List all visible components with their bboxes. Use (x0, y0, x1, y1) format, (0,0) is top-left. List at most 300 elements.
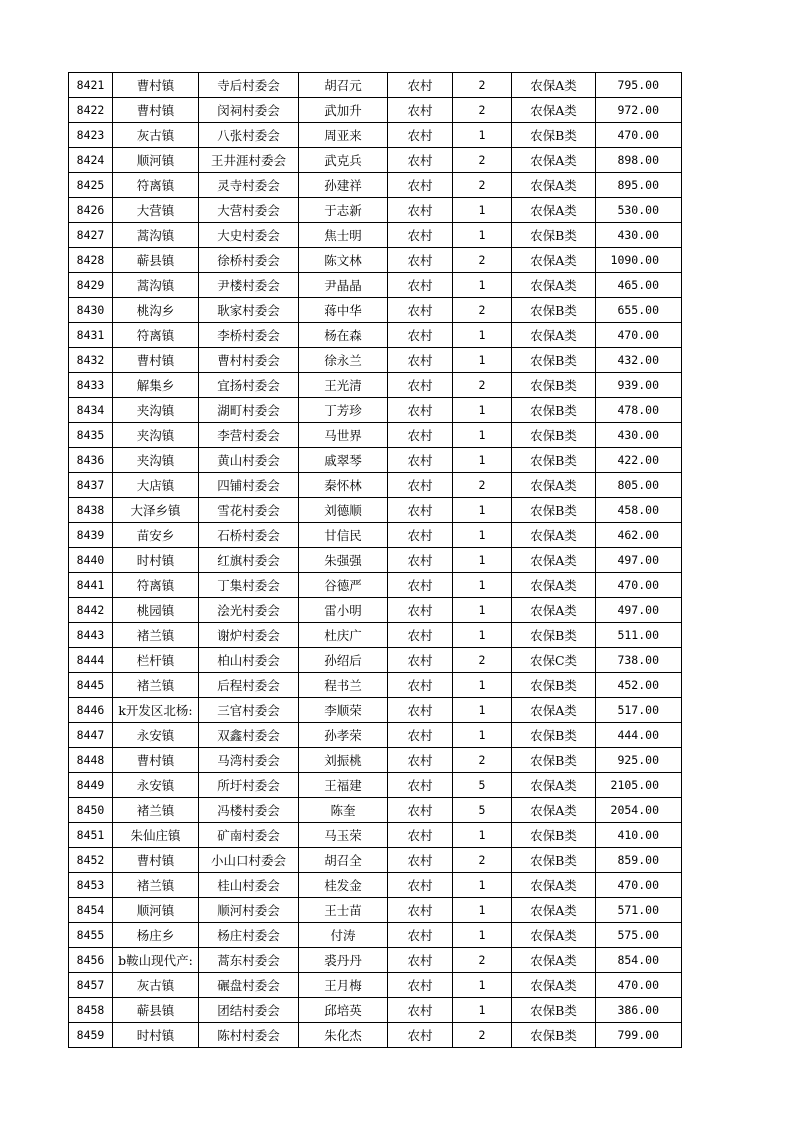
area-type-cell: 农村 (388, 998, 453, 1023)
table-row (69, 1023, 682, 1048)
household-count-cell: 1 (453, 323, 512, 348)
insurance-category-cell: 农保A类 (512, 98, 596, 123)
insurance-category-cell: 农保A类 (512, 573, 596, 598)
household-count-cell: 1 (453, 523, 512, 548)
town-cell: 符离镇 (113, 573, 199, 598)
household-count-cell: 1 (453, 973, 512, 998)
table-row (69, 348, 682, 373)
insurance-category-cell: 农保A类 (512, 73, 596, 98)
insurance-category-cell: 农保B类 (512, 373, 596, 398)
table-row (69, 298, 682, 323)
table-row (69, 823, 682, 848)
person-name-cell: 杜庆广 (299, 623, 388, 648)
table-row (69, 773, 682, 798)
record-id-cell: 8450 (69, 798, 113, 823)
amount-cell: 2105.00 (596, 773, 682, 798)
person-name-cell: 甘信民 (299, 523, 388, 548)
person-name-cell: 刘振桃 (299, 748, 388, 773)
insurance-category-cell: 农保B类 (512, 623, 596, 648)
amount-cell: 511.00 (596, 623, 682, 648)
area-type-cell: 农村 (388, 873, 453, 898)
household-count-cell: 1 (453, 348, 512, 373)
record-id-cell: 8436 (69, 448, 113, 473)
area-type-cell: 农村 (388, 423, 453, 448)
records-table (68, 72, 682, 1048)
record-id-cell: 8445 (69, 673, 113, 698)
person-name-cell: 付涛 (299, 923, 388, 948)
town-cell: 褚兰镇 (113, 873, 199, 898)
area-type-cell: 农村 (388, 598, 453, 623)
amount-cell: 497.00 (596, 598, 682, 623)
village-committee-cell: 耿家村委会 (199, 298, 299, 323)
person-name-cell: 马世界 (299, 423, 388, 448)
village-committee-cell: 小山口村委会 (199, 848, 299, 873)
area-type-cell: 农村 (388, 248, 453, 273)
area-type-cell: 农村 (388, 773, 453, 798)
household-count-cell: 1 (453, 873, 512, 898)
area-type-cell: 农村 (388, 748, 453, 773)
village-committee-cell: 灵寺村委会 (199, 173, 299, 198)
insurance-category-cell: 农保B类 (512, 748, 596, 773)
household-count-cell: 2 (453, 98, 512, 123)
area-type-cell: 农村 (388, 723, 453, 748)
amount-cell: 470.00 (596, 123, 682, 148)
table-row (69, 698, 682, 723)
household-count-cell: 2 (453, 473, 512, 498)
table-row (69, 373, 682, 398)
person-name-cell: 邱培英 (299, 998, 388, 1023)
town-cell: 曹村镇 (113, 348, 199, 373)
record-id-cell: 8431 (69, 323, 113, 348)
table-row (69, 973, 682, 998)
village-committee-cell: 马湾村委会 (199, 748, 299, 773)
insurance-category-cell: 农保A类 (512, 523, 596, 548)
household-count-cell: 5 (453, 773, 512, 798)
area-type-cell: 农村 (388, 348, 453, 373)
amount-cell: 444.00 (596, 723, 682, 748)
record-id-cell: 8426 (69, 198, 113, 223)
insurance-category-cell: 农保B类 (512, 1023, 596, 1048)
table-row (69, 573, 682, 598)
household-count-cell: 1 (453, 698, 512, 723)
insurance-category-cell: 农保B类 (512, 498, 596, 523)
record-id-cell: 8442 (69, 598, 113, 623)
amount-cell: 939.00 (596, 373, 682, 398)
insurance-category-cell: 农保A类 (512, 323, 596, 348)
amount-cell: 530.00 (596, 198, 682, 223)
village-committee-cell: 红旗村委会 (199, 548, 299, 573)
record-id-cell: 8454 (69, 898, 113, 923)
table-row (69, 923, 682, 948)
area-type-cell: 农村 (388, 823, 453, 848)
area-type-cell: 农村 (388, 898, 453, 923)
insurance-category-cell: 农保A类 (512, 273, 596, 298)
person-name-cell: 秦怀林 (299, 473, 388, 498)
village-committee-cell: 顺河村委会 (199, 898, 299, 923)
village-committee-cell: 徐桥村委会 (199, 248, 299, 273)
household-count-cell: 2 (453, 73, 512, 98)
town-cell: 杨庄乡 (113, 923, 199, 948)
record-id-cell: 8432 (69, 348, 113, 373)
person-name-cell: 孙建祥 (299, 173, 388, 198)
table-row (69, 598, 682, 623)
area-type-cell: 农村 (388, 223, 453, 248)
area-type-cell: 农村 (388, 73, 453, 98)
record-id-cell: 8423 (69, 123, 113, 148)
town-cell: 永安镇 (113, 723, 199, 748)
person-name-cell: 焦士明 (299, 223, 388, 248)
village-committee-cell: 陈村村委会 (199, 1023, 299, 1048)
town-cell: 蒿沟镇 (113, 273, 199, 298)
household-count-cell: 1 (453, 998, 512, 1023)
village-committee-cell: 矿南村委会 (199, 823, 299, 848)
person-name-cell: 戚翠琴 (299, 448, 388, 473)
record-id-cell: 8422 (69, 98, 113, 123)
record-id-cell: 8443 (69, 623, 113, 648)
village-committee-cell: 黄山村委会 (199, 448, 299, 473)
area-type-cell: 农村 (388, 673, 453, 698)
village-committee-cell: 湖町村委会 (199, 398, 299, 423)
person-name-cell: 朱化杰 (299, 1023, 388, 1048)
area-type-cell: 农村 (388, 948, 453, 973)
household-count-cell: 1 (453, 573, 512, 598)
person-name-cell: 孙绍后 (299, 648, 388, 673)
amount-cell: 517.00 (596, 698, 682, 723)
town-cell: 苗安乡 (113, 523, 199, 548)
household-count-cell: 1 (453, 598, 512, 623)
town-cell: 顺河镇 (113, 898, 199, 923)
person-name-cell: 徐永兰 (299, 348, 388, 373)
town-cell: 朱仙庄镇 (113, 823, 199, 848)
town-cell: 符离镇 (113, 323, 199, 348)
area-type-cell: 农村 (388, 173, 453, 198)
amount-cell: 386.00 (596, 998, 682, 1023)
person-name-cell: 武克兵 (299, 148, 388, 173)
person-name-cell: 陈奎 (299, 798, 388, 823)
amount-cell: 2054.00 (596, 798, 682, 823)
record-id-cell: 8444 (69, 648, 113, 673)
insurance-category-cell: 农保A类 (512, 773, 596, 798)
person-name-cell: 李顺荣 (299, 698, 388, 723)
amount-cell: 972.00 (596, 98, 682, 123)
person-name-cell: 朱强强 (299, 548, 388, 573)
amount-cell: 497.00 (596, 548, 682, 573)
record-id-cell: 8429 (69, 273, 113, 298)
town-cell: 灰古镇 (113, 973, 199, 998)
table-row (69, 898, 682, 923)
amount-cell: 799.00 (596, 1023, 682, 1048)
insurance-category-cell: 农保A类 (512, 898, 596, 923)
amount-cell: 575.00 (596, 923, 682, 948)
town-cell: 顺河镇 (113, 148, 199, 173)
insurance-category-cell: 农保A类 (512, 873, 596, 898)
town-cell: 蕲县镇 (113, 248, 199, 273)
person-name-cell: 刘德顺 (299, 498, 388, 523)
village-committee-cell: 雪花村委会 (199, 498, 299, 523)
amount-cell: 478.00 (596, 398, 682, 423)
household-count-cell: 1 (453, 923, 512, 948)
record-id-cell: 8434 (69, 398, 113, 423)
area-type-cell: 农村 (388, 523, 453, 548)
town-cell: 大营镇 (113, 198, 199, 223)
town-cell: 夹沟镇 (113, 423, 199, 448)
record-id-cell: 8453 (69, 873, 113, 898)
village-committee-cell: 双鑫村委会 (199, 723, 299, 748)
town-cell: 大泽乡镇 (113, 498, 199, 523)
household-count-cell: 2 (453, 748, 512, 773)
household-count-cell: 1 (453, 898, 512, 923)
household-count-cell: 1 (453, 623, 512, 648)
household-count-cell: 2 (453, 298, 512, 323)
area-type-cell: 农村 (388, 148, 453, 173)
village-committee-cell: 大营村委会 (199, 198, 299, 223)
town-cell: k开发区北杨: (113, 698, 199, 723)
village-committee-cell: 三官村委会 (199, 698, 299, 723)
table-row (69, 498, 682, 523)
table-row (69, 723, 682, 748)
town-cell: 大店镇 (113, 473, 199, 498)
amount-cell: 898.00 (596, 148, 682, 173)
record-id-cell: 8439 (69, 523, 113, 548)
insurance-category-cell: 农保A类 (512, 148, 596, 173)
amount-cell: 452.00 (596, 673, 682, 698)
table-row (69, 873, 682, 898)
insurance-category-cell: 农保B类 (512, 223, 596, 248)
insurance-category-cell: 农保A类 (512, 798, 596, 823)
record-id-cell: 8448 (69, 748, 113, 773)
village-committee-cell: 李桥村委会 (199, 323, 299, 348)
record-id-cell: 8458 (69, 998, 113, 1023)
household-count-cell: 2 (453, 148, 512, 173)
town-cell: 时村镇 (113, 1023, 199, 1048)
town-cell: 曹村镇 (113, 748, 199, 773)
household-count-cell: 1 (453, 223, 512, 248)
amount-cell: 430.00 (596, 223, 682, 248)
household-count-cell: 1 (453, 498, 512, 523)
area-type-cell: 农村 (388, 573, 453, 598)
village-committee-cell: 团结村委会 (199, 998, 299, 1023)
person-name-cell: 胡召全 (299, 848, 388, 873)
record-id-cell: 8441 (69, 573, 113, 598)
town-cell: 曹村镇 (113, 848, 199, 873)
insurance-category-cell: 农保B类 (512, 848, 596, 873)
village-committee-cell: 柏山村委会 (199, 648, 299, 673)
amount-cell: 422.00 (596, 448, 682, 473)
village-committee-cell: 闵祠村委会 (199, 98, 299, 123)
table-row (69, 323, 682, 348)
household-count-cell: 2 (453, 248, 512, 273)
town-cell: 灰古镇 (113, 123, 199, 148)
amount-cell: 859.00 (596, 848, 682, 873)
record-id-cell: 8440 (69, 548, 113, 573)
table-row (69, 73, 682, 98)
amount-cell: 432.00 (596, 348, 682, 373)
insurance-category-cell: 农保B类 (512, 423, 596, 448)
table-row (69, 173, 682, 198)
table-row (69, 623, 682, 648)
record-id-cell: 8451 (69, 823, 113, 848)
person-name-cell: 王士苗 (299, 898, 388, 923)
record-id-cell: 8427 (69, 223, 113, 248)
village-committee-cell: 尹楼村委会 (199, 273, 299, 298)
area-type-cell: 农村 (388, 698, 453, 723)
area-type-cell: 农村 (388, 623, 453, 648)
table-body (69, 73, 682, 1048)
town-cell: 解集乡 (113, 373, 199, 398)
table-row (69, 273, 682, 298)
area-type-cell: 农村 (388, 648, 453, 673)
record-id-cell: 8433 (69, 373, 113, 398)
village-committee-cell: 冯楼村委会 (199, 798, 299, 823)
area-type-cell: 农村 (388, 473, 453, 498)
town-cell: 栏杆镇 (113, 648, 199, 673)
household-count-cell: 5 (453, 798, 512, 823)
town-cell: 符离镇 (113, 173, 199, 198)
record-id-cell: 8457 (69, 973, 113, 998)
amount-cell: 410.00 (596, 823, 682, 848)
insurance-category-cell: 农保A类 (512, 598, 596, 623)
person-name-cell: 周亚来 (299, 123, 388, 148)
amount-cell: 1090.00 (596, 248, 682, 273)
insurance-category-cell: 农保B类 (512, 998, 596, 1023)
household-count-cell: 1 (453, 423, 512, 448)
town-cell: b鞍山现代产: (113, 948, 199, 973)
area-type-cell: 农村 (388, 1023, 453, 1048)
village-committee-cell: 谢炉村委会 (199, 623, 299, 648)
amount-cell: 655.00 (596, 298, 682, 323)
village-committee-cell: 桂山村委会 (199, 873, 299, 898)
table-row (69, 648, 682, 673)
amount-cell: 470.00 (596, 973, 682, 998)
area-type-cell: 农村 (388, 373, 453, 398)
household-count-cell: 2 (453, 1023, 512, 1048)
record-id-cell: 8430 (69, 298, 113, 323)
town-cell: 时村镇 (113, 548, 199, 573)
amount-cell: 895.00 (596, 173, 682, 198)
table-row (69, 223, 682, 248)
person-name-cell: 尹晶晶 (299, 273, 388, 298)
insurance-category-cell: 农保B类 (512, 123, 596, 148)
insurance-category-cell: 农保A类 (512, 698, 596, 723)
town-cell: 夹沟镇 (113, 398, 199, 423)
amount-cell: 458.00 (596, 498, 682, 523)
village-committee-cell: 寺后村委会 (199, 73, 299, 98)
household-count-cell: 1 (453, 273, 512, 298)
record-id-cell: 8452 (69, 848, 113, 873)
village-committee-cell: 大史村委会 (199, 223, 299, 248)
insurance-category-cell: 农保A类 (512, 948, 596, 973)
table-row (69, 848, 682, 873)
insurance-category-cell: 农保A类 (512, 173, 596, 198)
insurance-category-cell: 农保A类 (512, 248, 596, 273)
record-id-cell: 8421 (69, 73, 113, 98)
record-id-cell: 8459 (69, 1023, 113, 1048)
table-row (69, 798, 682, 823)
village-committee-cell: 八张村委会 (199, 123, 299, 148)
person-name-cell: 陈文林 (299, 248, 388, 273)
area-type-cell: 农村 (388, 848, 453, 873)
amount-cell: 795.00 (596, 73, 682, 98)
person-name-cell: 于志新 (299, 198, 388, 223)
table-row (69, 448, 682, 473)
record-id-cell: 8446 (69, 698, 113, 723)
amount-cell: 465.00 (596, 273, 682, 298)
person-name-cell: 胡召元 (299, 73, 388, 98)
record-id-cell: 8435 (69, 423, 113, 448)
amount-cell: 470.00 (596, 323, 682, 348)
record-id-cell: 8425 (69, 173, 113, 198)
village-committee-cell: 后程村委会 (199, 673, 299, 698)
person-name-cell: 马玉荣 (299, 823, 388, 848)
amount-cell: 462.00 (596, 523, 682, 548)
insurance-category-cell: 农保A类 (512, 923, 596, 948)
household-count-cell: 1 (453, 723, 512, 748)
household-count-cell: 2 (453, 948, 512, 973)
area-type-cell: 农村 (388, 448, 453, 473)
insurance-category-cell: 农保B类 (512, 348, 596, 373)
village-committee-cell: 王井涯村委会 (199, 148, 299, 173)
person-name-cell: 孙孝荣 (299, 723, 388, 748)
town-cell: 褚兰镇 (113, 798, 199, 823)
person-name-cell: 王福建 (299, 773, 388, 798)
village-committee-cell: 碾盘村委会 (199, 973, 299, 998)
village-committee-cell: 李营村委会 (199, 423, 299, 448)
record-id-cell: 8449 (69, 773, 113, 798)
amount-cell: 805.00 (596, 473, 682, 498)
insurance-category-cell: 农保A类 (512, 548, 596, 573)
town-cell: 蒿沟镇 (113, 223, 199, 248)
village-committee-cell: 丁集村委会 (199, 573, 299, 598)
village-committee-cell: 宜扬村委会 (199, 373, 299, 398)
amount-cell: 470.00 (596, 573, 682, 598)
person-name-cell: 王月梅 (299, 973, 388, 998)
household-count-cell: 1 (453, 123, 512, 148)
area-type-cell: 农村 (388, 798, 453, 823)
household-count-cell: 1 (453, 198, 512, 223)
insurance-category-cell: 农保B类 (512, 298, 596, 323)
area-type-cell: 农村 (388, 548, 453, 573)
household-count-cell: 2 (453, 648, 512, 673)
table-row (69, 148, 682, 173)
household-count-cell: 1 (453, 823, 512, 848)
record-id-cell: 8455 (69, 923, 113, 948)
insurance-category-cell: 农保A类 (512, 973, 596, 998)
household-count-cell: 2 (453, 173, 512, 198)
insurance-category-cell: 农保B类 (512, 673, 596, 698)
person-name-cell: 程书兰 (299, 673, 388, 698)
area-type-cell: 农村 (388, 123, 453, 148)
table-row (69, 998, 682, 1023)
person-name-cell: 丁芳珍 (299, 398, 388, 423)
table-row (69, 123, 682, 148)
amount-cell: 470.00 (596, 873, 682, 898)
household-count-cell: 1 (453, 673, 512, 698)
person-name-cell: 雷小明 (299, 598, 388, 623)
amount-cell: 854.00 (596, 948, 682, 973)
table-row (69, 98, 682, 123)
area-type-cell: 农村 (388, 323, 453, 348)
table-row (69, 198, 682, 223)
record-id-cell: 8424 (69, 148, 113, 173)
area-type-cell: 农村 (388, 498, 453, 523)
insurance-category-cell: 农保A类 (512, 473, 596, 498)
table-row (69, 548, 682, 573)
household-count-cell: 1 (453, 448, 512, 473)
table-row (69, 523, 682, 548)
area-type-cell: 农村 (388, 98, 453, 123)
village-committee-cell: 浍光村委会 (199, 598, 299, 623)
person-name-cell: 蒋中华 (299, 298, 388, 323)
